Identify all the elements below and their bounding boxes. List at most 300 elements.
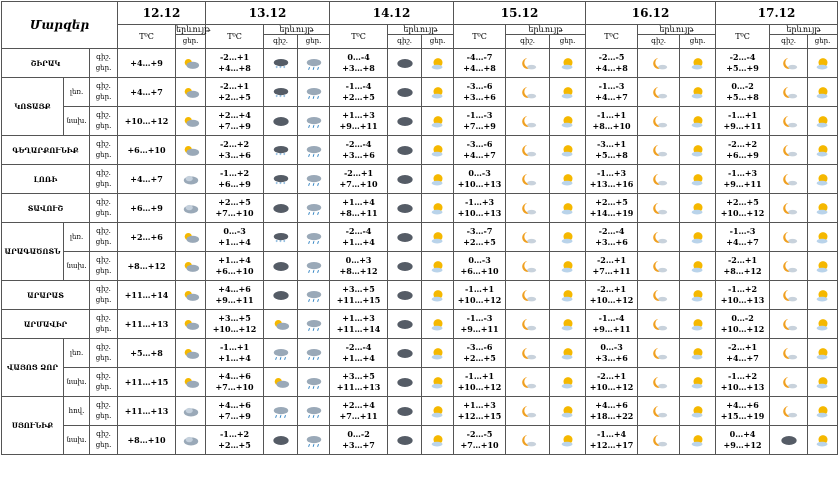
night-temp: -1…-4 <box>598 313 625 323</box>
night-weather <box>388 223 422 252</box>
temp-range <box>330 368 388 397</box>
svg-text:* * *: * * * <box>275 239 285 245</box>
dark-cloud-icon <box>396 58 414 67</box>
night-temp: -1…-4 <box>345 81 372 91</box>
cloud-icon <box>182 203 200 212</box>
day-temp: +4…+7 <box>726 353 759 363</box>
svg-text:* * *: * * * <box>275 94 285 100</box>
temp-range <box>716 339 770 368</box>
day-label: ցեր. <box>95 209 112 217</box>
temp-range <box>454 310 506 339</box>
night-weather <box>638 426 680 455</box>
weather-cell <box>176 310 206 339</box>
sun-cloud-icon <box>689 435 707 444</box>
day-temp: +3…+7 <box>342 440 375 450</box>
night-temp: 0…-3 <box>600 342 623 352</box>
cloud-icon <box>182 174 200 183</box>
region-row <box>2 78 838 107</box>
day-weather <box>680 78 716 107</box>
temp-range <box>716 165 770 194</box>
night-label: գիշ. <box>96 169 111 177</box>
weather-header: երևույթ <box>506 25 586 35</box>
night-temp: -2…-5 <box>598 52 625 62</box>
region-row <box>2 49 838 78</box>
sun-cloud-icon <box>814 261 832 270</box>
moon-cloud-icon <box>780 319 798 328</box>
night-weather <box>264 165 298 194</box>
temp-range <box>330 223 388 252</box>
day-temp: +10…+12 <box>212 324 257 334</box>
day-weather <box>680 49 716 78</box>
day-weather <box>298 136 330 165</box>
cloud-snow-icon <box>272 145 290 158</box>
sun-cloud-icon <box>814 116 832 125</box>
night-weather <box>388 426 422 455</box>
day-weather <box>550 223 586 252</box>
sun-cloud-icon <box>429 435 447 444</box>
night-temp: +2…+5 <box>595 197 628 207</box>
night-temp: +1…+4 <box>342 197 375 207</box>
moon-cloud-icon <box>780 261 798 270</box>
temp-value: +11…+14 <box>118 281 176 310</box>
temp-range <box>454 107 506 136</box>
day-weather <box>808 107 838 136</box>
night-weather <box>770 368 808 397</box>
night-weather <box>770 194 808 223</box>
period-labels <box>90 194 118 223</box>
sun-cloud-icon <box>429 145 447 154</box>
cloud-rain-icon <box>305 203 323 212</box>
moon-cloud-icon <box>519 261 537 270</box>
temp-range <box>716 252 770 281</box>
region-row <box>2 252 838 281</box>
day-weather <box>808 397 838 426</box>
period-labels <box>90 310 118 339</box>
subregion-label: նախ. <box>64 107 90 136</box>
night-temp: -1…+2 <box>219 168 250 178</box>
temp-value: +11…+15 <box>118 368 176 397</box>
temp-header: T⁰C <box>454 25 506 49</box>
night-weather <box>388 49 422 78</box>
cloud-sun-icon <box>182 319 200 328</box>
dark-cloud-icon <box>396 174 414 183</box>
temp-range <box>716 194 770 223</box>
sun-cloud-icon <box>814 232 832 241</box>
night-weather <box>506 281 550 310</box>
sun-cloud-icon <box>559 203 577 212</box>
night-temp: +1…+4 <box>218 255 251 265</box>
night-weather <box>506 426 550 455</box>
night-temp: +1…+3 <box>342 110 375 120</box>
day-temp: +11…+15 <box>336 295 381 305</box>
moon-cloud-icon <box>519 232 537 241</box>
temp-range <box>586 426 638 455</box>
night-weather <box>770 49 808 78</box>
day-weather <box>680 426 716 455</box>
temp-range <box>454 194 506 223</box>
day-temp: +12…+15 <box>457 411 502 421</box>
moon-cloud-icon <box>780 87 798 96</box>
temp-range <box>454 397 506 426</box>
night-weather <box>506 107 550 136</box>
sun-cloud-icon <box>429 261 447 270</box>
temp-range <box>586 165 638 194</box>
day-temp: +3…+6 <box>595 353 628 363</box>
night-label: գիշ. <box>96 430 111 438</box>
cloud-rain-icon <box>272 406 290 415</box>
weather-header: երևույթ <box>770 25 838 35</box>
day-temp: +14…+19 <box>589 208 634 218</box>
dark-cloud-icon <box>396 87 414 96</box>
region-name: ՎԱՅՈՑ ՁՈՐ <box>2 339 64 397</box>
night-weather <box>506 223 550 252</box>
night-temp: -1…+3 <box>727 168 758 178</box>
day-weather <box>550 78 586 107</box>
temp-range <box>586 136 638 165</box>
sun-cloud-icon <box>814 435 832 444</box>
temp-value: +6…+9 <box>118 194 176 223</box>
dark-cloud-icon <box>396 145 414 154</box>
date-header: 16.12 <box>586 2 716 25</box>
sun-cloud-icon <box>689 58 707 67</box>
day-weather <box>550 165 586 194</box>
night-temp: +2…+4 <box>342 400 375 410</box>
temp-range <box>206 339 264 368</box>
night-temp: -1…+2 <box>727 284 758 294</box>
region-name: ԱՐՄԱՎԻՐ <box>2 310 90 339</box>
night-label: գիշ. <box>96 372 111 380</box>
night-temp: -1…-3 <box>466 313 493 323</box>
cloud-sun-icon <box>272 319 290 328</box>
night-weather <box>506 78 550 107</box>
night-weather <box>638 49 680 78</box>
moon-cloud-icon <box>519 377 537 386</box>
temp-header: T⁰C <box>330 25 388 49</box>
temp-range <box>716 78 770 107</box>
day-weather <box>422 136 454 165</box>
night-weather <box>506 252 550 281</box>
night-weather <box>388 78 422 107</box>
temp-range <box>716 107 770 136</box>
day-temp: +8…+12 <box>339 266 378 276</box>
night-weather <box>638 78 680 107</box>
sun-cloud-icon <box>814 203 832 212</box>
night-weather <box>770 107 808 136</box>
sun-cloud-icon <box>559 319 577 328</box>
night-weather <box>506 310 550 339</box>
night-weather <box>770 165 808 194</box>
region-row <box>2 310 838 339</box>
night-label: գիշ. <box>96 227 111 235</box>
night-temp: 0…-3 <box>223 226 246 236</box>
cloud-rain-icon <box>305 319 323 328</box>
night-label: գիշ. <box>96 82 111 90</box>
night-weather <box>388 136 422 165</box>
night-weather <box>388 194 422 223</box>
weather-header: երևույթ <box>176 25 211 34</box>
day-weather <box>680 368 716 397</box>
forecast-table <box>1 1 838 455</box>
dark-cloud-icon <box>396 203 414 212</box>
temp-range <box>586 339 638 368</box>
day-weather <box>808 252 838 281</box>
sun-cloud-icon <box>814 319 832 328</box>
dark-cloud-icon <box>396 290 414 299</box>
night-weather <box>770 136 808 165</box>
region-row <box>2 165 838 194</box>
night-header: գիշ. <box>388 35 422 49</box>
weather-cell <box>176 368 206 397</box>
night-temp: -2…-4 <box>598 226 625 236</box>
day-weather <box>808 49 838 78</box>
night-weather <box>638 368 680 397</box>
weather-cell <box>176 78 206 107</box>
day-temp: +7…+11 <box>592 266 631 276</box>
subregion-label: լեռ. <box>64 339 90 368</box>
day-weather <box>680 165 716 194</box>
night-temp: -2…+1 <box>596 255 627 265</box>
moon-cloud-icon <box>519 348 537 357</box>
temp-value: +2…+6 <box>118 223 176 252</box>
day-temp: +15…+19 <box>720 411 765 421</box>
sun-cloud-icon <box>689 87 707 96</box>
night-weather <box>506 136 550 165</box>
cloud-sun-icon <box>182 290 200 299</box>
day-weather <box>808 339 838 368</box>
moon-cloud-icon <box>519 290 537 299</box>
temp-range <box>206 194 264 223</box>
temp-value: +8…+12 <box>118 252 176 281</box>
sun-cloud-icon <box>689 319 707 328</box>
day-temp: +10…+12 <box>720 324 765 334</box>
day-temp: +4…+8 <box>595 63 628 73</box>
region-row <box>2 107 838 136</box>
sun-cloud-icon <box>689 406 707 415</box>
temp-range <box>330 107 388 136</box>
night-weather <box>264 78 298 107</box>
temp-range <box>586 78 638 107</box>
day-weather <box>298 368 330 397</box>
dark-cloud-icon <box>396 232 414 241</box>
temp-range <box>454 281 506 310</box>
sun-cloud-icon <box>689 174 707 183</box>
night-temp: +4…+6 <box>726 400 759 410</box>
moon-cloud-icon <box>780 203 798 212</box>
day-header: ցեր. <box>298 35 330 49</box>
day-temp: +7…+10 <box>215 382 254 392</box>
sun-cloud-icon <box>814 174 832 183</box>
night-weather <box>638 194 680 223</box>
moon-cloud-icon <box>650 435 668 444</box>
temp-value: +6…+10 <box>118 136 176 165</box>
cloud-sun-icon <box>182 377 200 386</box>
subregion-label: լեռ. <box>64 78 90 107</box>
cloud-rain-icon <box>305 174 323 183</box>
temp-range <box>454 252 506 281</box>
temp-value: +4…+7 <box>118 165 176 194</box>
night-weather <box>638 281 680 310</box>
temp-range <box>454 136 506 165</box>
night-temp: -2…-4 <box>729 52 756 62</box>
weather-cell <box>176 194 206 223</box>
night-header: գիշ. <box>638 35 680 49</box>
night-temp: -2…+2 <box>727 139 758 149</box>
night-temp: 0…-4 <box>347 52 370 62</box>
cloud-rain-icon <box>305 232 323 241</box>
day-label: ցեր. <box>95 238 112 246</box>
night-temp: 0…-2 <box>347 429 370 439</box>
moon-cloud-icon <box>519 174 537 183</box>
subregion-label: նախ. <box>64 368 90 397</box>
sun-cloud-icon <box>689 290 707 299</box>
night-label: գիշ. <box>96 401 111 409</box>
day-weather <box>422 281 454 310</box>
night-temp: -2…+1 <box>343 168 374 178</box>
day-weather <box>298 107 330 136</box>
period-labels <box>90 252 118 281</box>
moon-cloud-icon <box>780 290 798 299</box>
temp-range <box>330 426 388 455</box>
cloud-snow-icon <box>272 87 290 100</box>
temp-range <box>716 223 770 252</box>
region-name: ԼՈՌԻ <box>2 165 90 194</box>
day-temp: +7…+11 <box>339 411 378 421</box>
temp-range <box>716 368 770 397</box>
night-temp: -1…+1 <box>727 110 758 120</box>
date-header: 13.12 <box>206 2 330 25</box>
night-weather <box>638 136 680 165</box>
night-temp: -1…+2 <box>219 429 250 439</box>
night-weather <box>388 310 422 339</box>
sun-cloud-icon <box>559 348 577 357</box>
region-name: ԱՐԱԳԱԾՈՏՆ <box>2 223 64 281</box>
sun-cloud-icon <box>559 377 577 386</box>
temp-range <box>206 368 264 397</box>
day-temp: +7…+10 <box>339 179 378 189</box>
sun-cloud-icon <box>429 87 447 96</box>
day-weather <box>808 165 838 194</box>
temp-header: T⁰C <box>118 25 176 49</box>
night-temp: -1…+2 <box>727 371 758 381</box>
night-temp: +2…+5 <box>726 197 759 207</box>
period-labels <box>90 397 118 426</box>
day-weather <box>680 194 716 223</box>
moon-cloud-icon <box>650 261 668 270</box>
day-weather <box>808 310 838 339</box>
sun-cloud-icon <box>559 406 577 415</box>
day-temp: +9…+11 <box>460 324 499 334</box>
sun-cloud-icon <box>559 116 577 125</box>
night-temp: -1…+4 <box>596 429 627 439</box>
night-label: գիշ. <box>96 140 111 148</box>
cloud-snow-icon <box>272 232 290 245</box>
dark-cloud-icon <box>272 290 290 299</box>
sun-cloud-icon <box>689 145 707 154</box>
day-temp: +11…+13 <box>336 382 381 392</box>
temp-range <box>206 78 264 107</box>
night-weather <box>638 310 680 339</box>
night-weather <box>638 107 680 136</box>
day-weather <box>298 223 330 252</box>
period-labels <box>90 223 118 252</box>
cloud-rain-icon <box>305 435 323 444</box>
day-temp: +9…+11 <box>215 295 254 305</box>
day-temp: +7…+10 <box>215 208 254 218</box>
day-weather <box>680 252 716 281</box>
night-weather <box>388 281 422 310</box>
temp-range <box>454 78 506 107</box>
cloud-rain-icon <box>305 116 323 125</box>
temp-header: T⁰C <box>586 25 638 49</box>
day-weather <box>680 281 716 310</box>
night-weather <box>264 397 298 426</box>
day-temp: +10…+13 <box>720 295 765 305</box>
day-temp: +8…+12 <box>723 266 762 276</box>
temp-range <box>454 223 506 252</box>
temp-range <box>586 252 638 281</box>
day-temp: +9…+12 <box>723 440 762 450</box>
day-weather <box>298 339 330 368</box>
temp-value: +5…+8 <box>118 339 176 368</box>
temp-range <box>586 223 638 252</box>
date-header: 15.12 <box>454 2 586 25</box>
day-temp: +1…+4 <box>218 353 251 363</box>
temp-range <box>330 165 388 194</box>
temp-range <box>716 426 770 455</box>
day-weather <box>550 281 586 310</box>
subregion-label: նախ. <box>64 426 90 455</box>
temp-range <box>330 310 388 339</box>
day-temp: +3…+6 <box>218 150 251 160</box>
night-weather <box>638 252 680 281</box>
day-weather <box>298 165 330 194</box>
temp-value: +11…+13 <box>118 310 176 339</box>
day-weather <box>808 426 838 455</box>
night-temp: -2…-4 <box>345 139 372 149</box>
sun-cloud-icon <box>689 116 707 125</box>
temp-range <box>206 426 264 455</box>
night-weather <box>770 281 808 310</box>
period-labels <box>90 165 118 194</box>
night-temp: -2…+1 <box>219 81 250 91</box>
day-weather <box>298 426 330 455</box>
dark-cloud-icon <box>272 435 290 444</box>
night-temp: 0…+4 <box>729 429 756 439</box>
day-weather <box>550 252 586 281</box>
region-row <box>2 281 838 310</box>
day-temp: +3…+6 <box>342 150 375 160</box>
night-weather <box>388 107 422 136</box>
moon-cloud-icon <box>519 435 537 444</box>
day-label: ցեր. <box>95 180 112 188</box>
weather-header: երևույթ <box>638 25 716 35</box>
moon-cloud-icon <box>650 290 668 299</box>
date-header: 12.12 <box>118 2 206 25</box>
night-weather <box>770 397 808 426</box>
period-labels <box>90 136 118 165</box>
night-weather <box>388 368 422 397</box>
day-label: ցեր. <box>95 325 112 333</box>
day-temp: +8…+11 <box>339 208 378 218</box>
date-header: 14.12 <box>330 2 454 25</box>
day-weather <box>808 194 838 223</box>
day-temp: +10…+12 <box>457 382 502 392</box>
night-header: գիշ. <box>506 35 550 49</box>
temp-range <box>206 252 264 281</box>
night-temp: -2…+1 <box>727 342 758 352</box>
day-temp: +1…+4 <box>218 237 251 247</box>
night-temp: +3…+5 <box>218 313 251 323</box>
